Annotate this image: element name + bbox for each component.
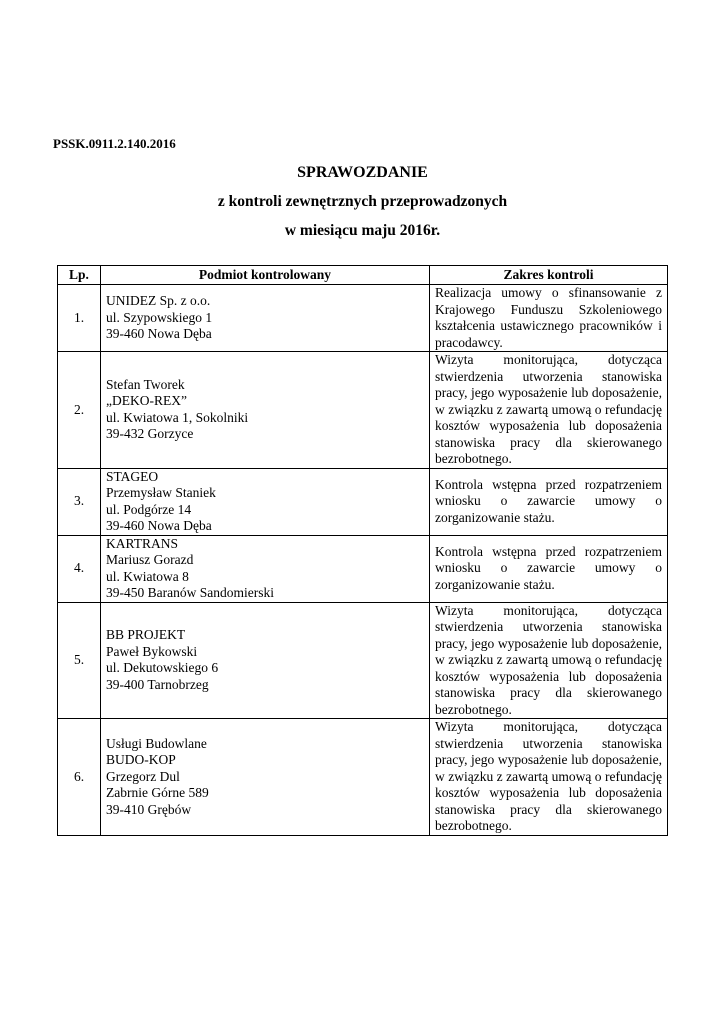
entity-line: 39-400 Tarnobrzeg <box>106 676 209 692</box>
row-number: 3. <box>58 468 101 535</box>
table-row <box>58 602 668 719</box>
control-scope: Kontrola wstępna przed rozpatrzeniem wniosku o zawarcie umowy o zorganizowanie stażu. <box>430 468 668 535</box>
entity-line: 39-450 Baranów Sandomierski <box>106 585 274 600</box>
entity-line: ul. Dekutowskiego 6 <box>106 660 219 676</box>
document-title: SPRAWOZDANIE <box>297 164 428 181</box>
control-scope: Kontrola wstępna przed rozpatrzeniem wniosku o zawarcie umowy o zorganizowanie stażu. <box>430 535 668 602</box>
entity-line: Usługi Budowlane <box>106 735 207 751</box>
entity-line: Stefan Tworek <box>106 376 185 392</box>
table-row <box>58 535 668 602</box>
controlled-entity <box>101 285 430 352</box>
row-number: 6. <box>58 719 101 836</box>
header-subject: Podmiot kontrolowany <box>101 266 430 285</box>
entity-line: 39-460 Nowa Dęba <box>106 326 212 342</box>
entity-line: BB PROJEKT <box>106 627 186 643</box>
entity-line: 39-460 Nowa Dęba <box>106 518 212 533</box>
header-scope: Zakres kontroli <box>430 266 668 285</box>
control-scope: Realizacja umowy o sfinansowanie z Krajowego Funduszu Szkoleniowego kształcenia ustawicznego pracowników i pracodawcy. <box>430 285 668 352</box>
entity-line: 39-410 Grębów <box>106 801 192 817</box>
controlled-entity <box>101 352 430 469</box>
entity-line: ul. Szypowskiego 1 <box>106 309 213 325</box>
entity-line: UNIDEZ Sp. z o.o. <box>106 293 211 309</box>
table-row <box>58 719 668 836</box>
row-number: 1. <box>58 285 101 352</box>
row-number: 5. <box>58 602 101 719</box>
control-scope: Wizyta monitorująca, dotycząca stwierdzenia utworzenia stanowiska pracy, jego wyposażenie lub doposażenie, w związku z zawartą umową o refundację kosztów wyposażenia lub doposażenia stanowiska pracy dla skierowanego bezrobotnego. <box>430 602 668 719</box>
document-reference-number: PSSK.0911.2.140.2016 <box>53 136 176 151</box>
table-header-row <box>58 266 668 285</box>
header-lp: Lp. <box>58 266 101 285</box>
row-number: 4. <box>58 535 101 602</box>
table-row <box>58 352 668 469</box>
entity-line: Przemysław Staniek <box>106 485 216 500</box>
entity-line: STAGEO <box>106 468 159 484</box>
document-subtitle-line1: z kontroli zewnętrznych przeprowadzonych <box>217 193 508 210</box>
controlled-entity <box>101 535 430 602</box>
entity-line: Zabrnie Górne 589 <box>106 785 209 800</box>
entity-line: Paweł Bykowski <box>106 643 198 659</box>
controlled-entity <box>101 602 430 719</box>
inspection-table <box>57 265 668 836</box>
entity-line: Grzegorz Dul <box>106 768 180 784</box>
entity-line: Mariusz Gorazd <box>106 552 194 567</box>
controlled-entity <box>101 468 430 535</box>
entity-line: KARTRANS <box>106 535 178 551</box>
entity-line: BUDO-KOP <box>106 752 176 767</box>
document-subtitle-line2: w miesiącu maju 2016r. <box>284 222 441 239</box>
controlled-entity <box>101 719 430 836</box>
entity-line: ul. Kwiatowa 8 <box>106 568 189 584</box>
entity-line: „DEKO-REX” <box>106 393 187 409</box>
control-scope: Wizyta monitorująca, dotycząca stwierdzenia utworzenia stanowiska pracy, jego wyposażenie lub doposażenie, w związku z zawartą umową o refundację kosztów wyposażenia lub doposażenia stanowiska pracy dla skierowanego bezrobotnego. <box>430 719 668 836</box>
row-number: 2. <box>58 352 101 469</box>
table-row <box>58 285 668 352</box>
entity-line: ul. Podgórze 14 <box>106 501 192 517</box>
table-row <box>58 468 668 535</box>
control-scope: Wizyta monitorująca, dotycząca stwierdzenia utworzenia stanowiska pracy, jego wyposażenie lub doposażenie, w związku z zawartą umową o refundację kosztów wyposażenia lub doposażenia stanowiska pracy dla skierowanego bezrobotnego. <box>430 352 668 469</box>
entity-line: 39-432 Gorzyce <box>106 426 194 442</box>
entity-line: ul. Kwiatowa 1, Sokolniki <box>106 409 249 425</box>
